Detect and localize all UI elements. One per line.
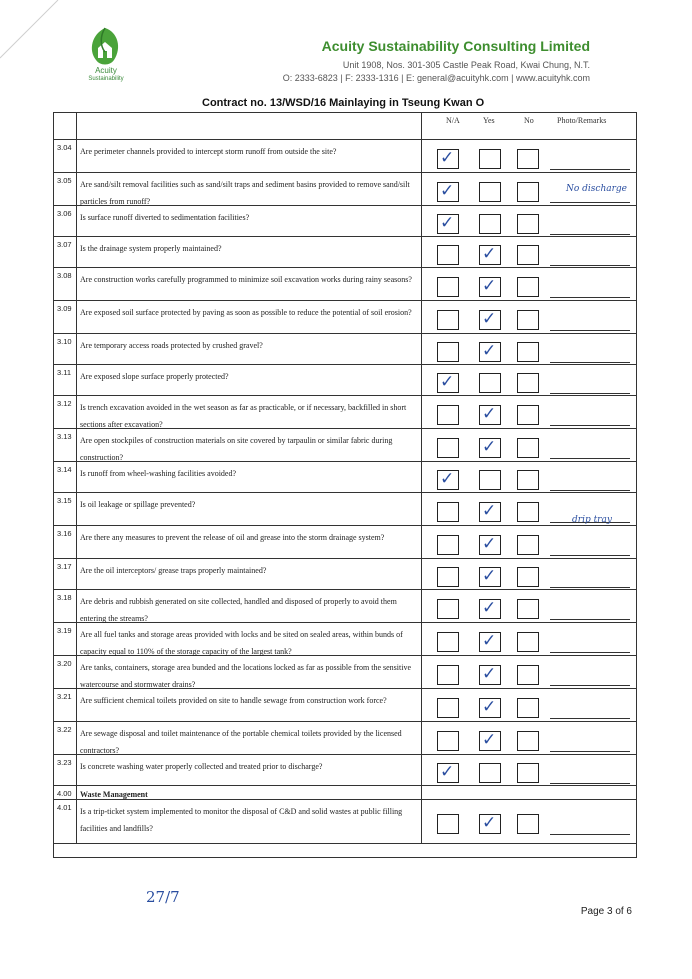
- question-text: Is surface runoff diverted to sedimentation facilities?: [80, 213, 250, 222]
- check-mark-icon: ✓: [482, 566, 497, 586]
- checkbox-no[interactable]: [517, 470, 539, 490]
- remarks-line[interactable]: [550, 751, 630, 752]
- column-divider: [76, 559, 77, 589]
- company-address: Unit 1908, Nos. 301-305 Castle Peak Road, Kwai Chung, N.T.: [342, 60, 590, 70]
- item-number: 3.17: [57, 562, 72, 571]
- remarks-line[interactable]: [550, 265, 630, 266]
- question-text: Are open stockpiles of construction materials on site covered by tarpaulin or similar fabric during construction?: [80, 436, 393, 462]
- remarks-line[interactable]: [550, 425, 630, 426]
- item-number: 3.14: [57, 465, 72, 474]
- table-row: [54, 237, 636, 268]
- table-row: [54, 173, 636, 206]
- check-mark-icon: ✓: [440, 181, 455, 201]
- column-divider: [76, 689, 77, 721]
- question-text: Are debris and rubbish generated on site collected, handled and disposed of properly to avoid them entering the streams?: [80, 597, 397, 623]
- column-divider: [76, 786, 77, 799]
- column-divider: [76, 237, 77, 267]
- column-header-yes: Yes: [483, 116, 495, 125]
- checkbox-no[interactable]: [517, 632, 539, 652]
- handwritten-remark-3-05: No discharge: [566, 184, 628, 194]
- column-divider: [421, 462, 422, 492]
- column-divider: [421, 429, 422, 461]
- check-mark-icon: ✓: [482, 404, 497, 424]
- checkbox-no[interactable]: [517, 342, 539, 362]
- checkbox-no[interactable]: [517, 149, 539, 169]
- table-row: [54, 365, 636, 396]
- question-text: Is a trip-ticket system implemented to monitor the disposal of C&D and solid wastes at public filling facilities and landfills?: [80, 807, 403, 833]
- checkbox-yes[interactable]: [479, 470, 501, 490]
- column-divider: [76, 206, 77, 236]
- column-divider: [421, 301, 422, 333]
- question-text: Are temporary access roads protected by crushed gravel?: [80, 341, 263, 350]
- column-divider: [421, 113, 422, 139]
- column-divider: [421, 365, 422, 395]
- remarks-line[interactable]: [550, 718, 630, 719]
- column-divider: [76, 526, 77, 558]
- column-divider: [76, 755, 77, 785]
- column-divider: [76, 301, 77, 333]
- question-text: Are exposed slope surface properly protected?: [80, 372, 229, 381]
- table-row: [54, 396, 636, 429]
- section-header-row: [54, 786, 636, 800]
- remarks-line[interactable]: [550, 202, 630, 203]
- remarks-line[interactable]: [550, 652, 630, 653]
- contract-title: Contract no. 13/WSD/16 Mainlaying in Tseung Kwan O: [202, 97, 485, 109]
- question-text: Are construction works carefully programmed to minimize soil excavation works during rainy seasons?: [80, 275, 412, 284]
- column-header-na: N/A: [446, 116, 460, 125]
- remarks-line[interactable]: [550, 783, 630, 784]
- check-mark-icon: ✓: [482, 664, 497, 684]
- column-divider: [421, 755, 422, 785]
- question-text: Is runoff from wheel-washing facilities avoided?: [80, 469, 237, 478]
- checkbox-na[interactable]: [437, 632, 459, 652]
- column-divider: [421, 526, 422, 558]
- check-mark-icon: ✓: [482, 730, 497, 750]
- item-number: 3.08: [57, 271, 72, 280]
- scan-corner-line: [0, 0, 60, 60]
- table-row: [54, 689, 636, 722]
- checkbox-no[interactable]: [517, 277, 539, 297]
- remarks-line[interactable]: [550, 234, 630, 235]
- item-number: 3.13: [57, 432, 72, 441]
- column-divider: [76, 493, 77, 525]
- item-number: 3.15: [57, 496, 72, 505]
- checkbox-no[interactable]: [517, 814, 539, 834]
- item-number: 4.01: [57, 803, 72, 812]
- checkbox-no[interactable]: [517, 245, 539, 265]
- item-number: 3.21: [57, 692, 72, 701]
- column-divider: [76, 140, 77, 172]
- question-text: Are exposed soil surface protected by paving as soon as possible to reduce the potential of soil erosion?: [80, 308, 412, 317]
- check-mark-icon: ✓: [482, 341, 497, 361]
- checkbox-no[interactable]: [517, 182, 539, 202]
- column-divider: [421, 689, 422, 721]
- question-text: Are sand/silt removal facilities such as sand/silt traps and sediment basins provided to remove sand/silt particles from runoff?: [80, 180, 410, 206]
- checkbox-na[interactable]: [437, 567, 459, 587]
- column-divider: [421, 173, 422, 205]
- table-row: [54, 800, 636, 844]
- checkbox-no[interactable]: [517, 763, 539, 783]
- company-contact: O: 2333-6823 | F: 2333-1316 | E: general@acuityhk.com | www.acuityhk.com: [282, 73, 590, 83]
- item-number: 3.04: [57, 143, 72, 152]
- column-divider: [76, 396, 77, 428]
- item-number: 3.16: [57, 529, 72, 538]
- item-number: 4.00: [57, 789, 72, 798]
- table-row: [54, 140, 636, 173]
- remarks-line[interactable]: [550, 297, 630, 298]
- item-number: 3.10: [57, 337, 72, 346]
- question-text: Are the oil interceptors/ grease traps properly maintained?: [80, 566, 267, 575]
- letterhead: [0, 0, 692, 100]
- column-divider: [421, 268, 422, 300]
- column-divider: [421, 623, 422, 655]
- checkbox-no[interactable]: [517, 502, 539, 522]
- checkbox-na[interactable]: [437, 277, 459, 297]
- check-mark-icon: ✓: [482, 244, 497, 264]
- column-divider: [76, 462, 77, 492]
- remarks-line[interactable]: [550, 362, 630, 363]
- logo-name: Acuity: [95, 66, 117, 75]
- checkbox-no[interactable]: [517, 214, 539, 234]
- table-row: [54, 656, 636, 689]
- check-mark-icon: ✓: [440, 469, 455, 489]
- check-mark-icon: ✓: [440, 372, 455, 392]
- question-text: Is oil leakage or spillage prevented?: [80, 500, 196, 509]
- question-text: Are perimeter channels provided to intercept storm runoff from outside the site?: [80, 147, 337, 156]
- question-text: Are all fuel tanks and storage areas provided with locks and be sited on sealed areas, within bunds of capacity equal to 110% of the storage capacity of the largest tank?: [80, 630, 403, 656]
- checkbox-na[interactable]: [437, 310, 459, 330]
- checkbox-no[interactable]: [517, 665, 539, 685]
- question-text: Is trench excavation avoided in the wet season as far as practicable, or if necessary, backfilled in short sections after excavation?: [80, 403, 407, 429]
- column-divider: [76, 365, 77, 395]
- checkbox-na[interactable]: [437, 698, 459, 718]
- handwritten-signature: 27/7: [146, 888, 180, 906]
- check-mark-icon: ✓: [482, 813, 497, 833]
- question-text: Are tanks, containers, storage area bunded and the locations locked as far as possible from the sensitive watercourse and stormwater drains?: [80, 663, 412, 689]
- table-row: [54, 722, 636, 755]
- question-text: Is concrete washing water properly collected and treated prior to discharge?: [80, 762, 323, 771]
- checkbox-no[interactable]: [517, 373, 539, 393]
- table-row: [54, 462, 636, 493]
- column-divider: [421, 590, 422, 622]
- checkbox-no[interactable]: [517, 310, 539, 330]
- remarks-line[interactable]: [550, 587, 630, 588]
- remarks-line[interactable]: [550, 834, 630, 835]
- checkbox-na[interactable]: [437, 342, 459, 362]
- checkbox-yes[interactable]: [479, 763, 501, 783]
- checkbox-na[interactable]: [437, 502, 459, 522]
- column-divider: [421, 559, 422, 589]
- column-divider: [421, 396, 422, 428]
- check-mark-icon: ✓: [482, 631, 497, 651]
- item-number: 3.18: [57, 593, 72, 602]
- company-logo-icon: [78, 22, 132, 94]
- remarks-line[interactable]: [550, 330, 630, 331]
- table-row: [54, 526, 636, 559]
- table-row: [54, 559, 636, 590]
- handwritten-remark-3-15: drip tray: [572, 515, 612, 525]
- check-mark-icon: ✓: [440, 762, 455, 782]
- item-number: 3.05: [57, 176, 72, 185]
- column-divider: [76, 800, 77, 843]
- column-divider: [76, 173, 77, 205]
- table-row: [54, 301, 636, 334]
- table-row: [54, 334, 636, 365]
- checkbox-no[interactable]: [517, 599, 539, 619]
- item-number: 3.19: [57, 626, 72, 635]
- check-mark-icon: ✓: [440, 213, 455, 233]
- check-mark-icon: ✓: [482, 309, 497, 329]
- table-header-row: [54, 112, 636, 140]
- checkbox-no[interactable]: [517, 438, 539, 458]
- remarks-line[interactable]: [550, 555, 630, 556]
- column-divider: [76, 429, 77, 461]
- item-number: 3.22: [57, 725, 72, 734]
- checkbox-na[interactable]: [437, 245, 459, 265]
- column-divider: [421, 206, 422, 236]
- column-divider: [76, 268, 77, 300]
- column-divider: [76, 590, 77, 622]
- remarks-line[interactable]: [550, 393, 630, 394]
- checkbox-yes[interactable]: [479, 149, 501, 169]
- checkbox-no[interactable]: [517, 535, 539, 555]
- checkbox-na[interactable]: [437, 535, 459, 555]
- logo-subtitle: Sustainability: [88, 76, 124, 82]
- question-text: Is the drainage system properly maintained?: [80, 244, 222, 253]
- check-mark-icon: ✓: [482, 598, 497, 618]
- remarks-line[interactable]: [550, 685, 630, 686]
- checkbox-na[interactable]: [437, 814, 459, 834]
- column-divider: [421, 334, 422, 364]
- table-row: [54, 623, 636, 656]
- question-text: Are sufficient chemical toilets provided on site to handle sewage from construction work force?: [80, 696, 387, 705]
- column-header-no: No: [524, 116, 534, 125]
- item-number: 3.06: [57, 209, 72, 218]
- check-mark-icon: ✓: [482, 534, 497, 554]
- remarks-line[interactable]: [550, 458, 630, 459]
- item-number: 3.09: [57, 304, 72, 313]
- remarks-line[interactable]: [550, 169, 630, 170]
- item-number: 3.07: [57, 240, 72, 249]
- item-number: 3.11: [57, 368, 72, 377]
- remarks-line[interactable]: [550, 619, 630, 620]
- checkbox-yes[interactable]: [479, 373, 501, 393]
- checkbox-no[interactable]: [517, 567, 539, 587]
- remarks-line[interactable]: [550, 490, 630, 491]
- checkbox-no[interactable]: [517, 698, 539, 718]
- table-row: [54, 493, 636, 526]
- table-row: [54, 206, 636, 237]
- checkbox-yes[interactable]: [479, 214, 501, 234]
- column-divider: [76, 334, 77, 364]
- question-text: Are there any measures to prevent the release of oil and grease into the storm drainage system?: [80, 533, 385, 542]
- item-number: 3.23: [57, 758, 72, 767]
- column-divider: [76, 623, 77, 655]
- column-divider: [421, 237, 422, 267]
- column-divider: [421, 493, 422, 525]
- company-name: Acuity Sustainability Consulting Limited: [321, 38, 590, 54]
- checkbox-no[interactable]: [517, 731, 539, 751]
- check-mark-icon: ✓: [482, 437, 497, 457]
- column-divider: [76, 722, 77, 754]
- column-divider: [421, 140, 422, 172]
- column-divider: [421, 786, 422, 799]
- checkbox-no[interactable]: [517, 405, 539, 425]
- check-mark-icon: ✓: [482, 276, 497, 296]
- column-divider: [76, 113, 77, 139]
- checkbox-yes[interactable]: [479, 182, 501, 202]
- checklist-table: [53, 112, 637, 858]
- item-number: 3.12: [57, 399, 72, 408]
- question-text: Are sewage disposal and toilet maintenance of the portable chemical toilets provided by the licensed contractors?: [80, 729, 402, 755]
- checkbox-na[interactable]: [437, 405, 459, 425]
- table-row: [54, 590, 636, 623]
- checkbox-na[interactable]: [437, 438, 459, 458]
- section-title: Waste Management: [80, 790, 148, 799]
- table-row: [54, 268, 636, 301]
- checkbox-na[interactable]: [437, 731, 459, 751]
- column-divider: [421, 800, 422, 843]
- page-number: Page 3 of 6: [580, 906, 632, 917]
- check-mark-icon: ✓: [440, 148, 455, 168]
- checkbox-na[interactable]: [437, 599, 459, 619]
- column-divider: [76, 656, 77, 688]
- column-divider: [421, 656, 422, 688]
- check-mark-icon: ✓: [482, 697, 497, 717]
- check-mark-icon: ✓: [482, 501, 497, 521]
- item-number: 3.20: [57, 659, 72, 668]
- column-divider: [421, 722, 422, 754]
- table-row: [54, 755, 636, 786]
- checkbox-na[interactable]: [437, 665, 459, 685]
- column-header-remarks: Photo/Remarks: [557, 116, 607, 125]
- table-row: [54, 429, 636, 462]
